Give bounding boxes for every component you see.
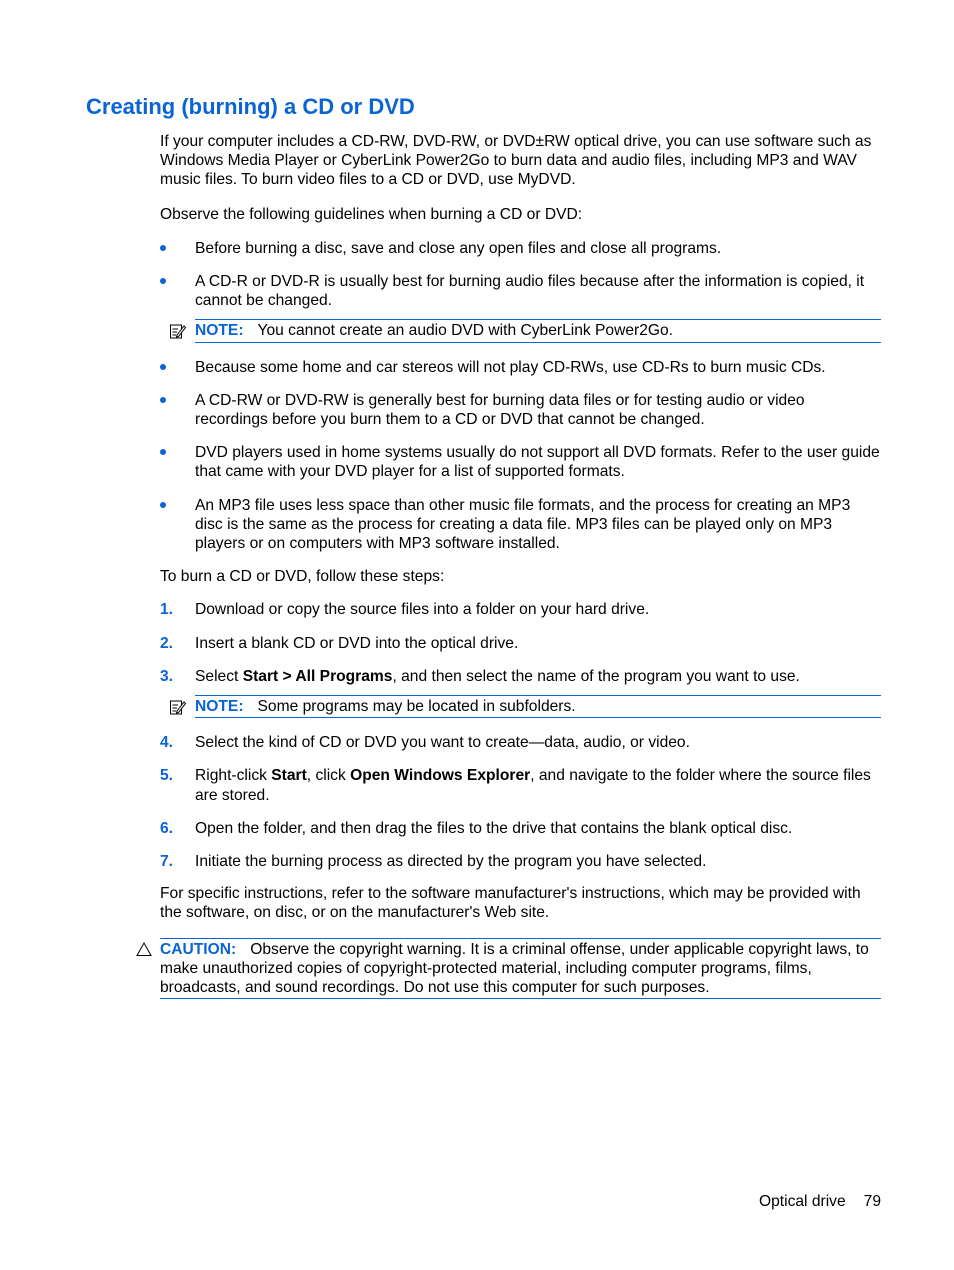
bullet-item [160, 272, 881, 310]
bullet-text: DVD players used in home systems usually do not support all DVD formats. Refer to the user guide that came with your DVD player for a list of supported formats. [195, 444, 880, 481]
final-paragraph: For specific instructions, refer to the software manufacturer's instructions, which may be provided with the software, on disc, or on the manufacturer's Web site. [160, 885, 861, 922]
step-number: 7. [160, 853, 174, 871]
step-item [160, 733, 881, 752]
step-number: 4. [160, 734, 174, 752]
step-number: 6. [160, 819, 174, 837]
bullet-item [160, 239, 881, 258]
bullet-text: Before burning a disc, save and close any open files and close all programs. [195, 239, 722, 257]
step-number: 3. [160, 667, 174, 685]
step-text-pre: Select [195, 667, 243, 685]
step-text-mid: , click [306, 767, 351, 785]
bullet-marker [160, 364, 166, 370]
step-text: Select the kind of CD or DVD you want to create—data, audio, or video. [195, 734, 690, 752]
step-text: Initiate the burning process as directed by the program you have selected. [195, 853, 707, 871]
step-text-pre: Right-click [195, 767, 272, 785]
step-item [160, 667, 881, 686]
step-text-post: , and navigate to the folder where the source files are stored. [195, 767, 871, 804]
note-text: You cannot create an audio DVD with CyberLink Power2Go. [257, 322, 674, 340]
bullet-marker [160, 397, 166, 403]
note-label: NOTE: [195, 698, 244, 716]
step-item [160, 852, 881, 871]
bullet-marker [160, 245, 166, 251]
step-text-bold: Start > All Programs [242, 667, 393, 685]
bullet-marker [160, 449, 166, 455]
steps-lead: To burn a CD or DVD, follow these steps: [160, 568, 445, 586]
bullet-text: An MP3 file uses less space than other music file formats, and the process for creating an MP3 disc is the same as the process for creating a data file. MP3 files can be played only on MP3 players or on computers with MP3 software installed. [195, 496, 851, 553]
caution-box [160, 938, 881, 1000]
step-item [160, 819, 881, 838]
content [160, 132, 881, 999]
page-title: Creating (burning) a CD or DVD [86, 94, 415, 119]
bullet-item [160, 391, 881, 429]
bullet-item [160, 496, 881, 554]
step-text-bold: Start [271, 767, 307, 785]
bullet-text: Because some home and car stereos will not play CD-RWs, use CD-Rs to burn music CDs. [195, 358, 826, 376]
step-text: Download or copy the source files into a folder on your hard drive. [195, 601, 650, 619]
footer-section: Optical drive [758, 1193, 846, 1210]
bullet-item [160, 358, 881, 377]
step-item [160, 634, 881, 653]
bullet-marker [160, 502, 166, 508]
page-number: 79 [863, 1193, 881, 1210]
step-number: 1. [160, 601, 174, 619]
step-item [160, 600, 881, 619]
bullet-text: A CD-RW or DVD-RW is generally best for burning data files or for testing audio or video recordings before you burn them to a CD or DVD that cannot be changed. [195, 391, 805, 429]
intro-paragraph: If your computer includes a CD-RW, DVD-RW, or DVD±RW optical drive, you can use software such as Windows Media Player or CyberLink Power2Go to burn data and audio files, including MP3 and WAV music files. To burn video files to a CD or DVD, use MyDVD. [160, 133, 872, 189]
note-label: NOTE: [195, 322, 244, 340]
note-pencil-icon [169, 698, 187, 716]
step-text-bold: Open Windows Explorer [350, 767, 531, 785]
page-footer [759, 1192, 881, 1212]
step-number: 2. [160, 634, 174, 652]
note-pencil-icon [169, 322, 187, 340]
bullet-marker [160, 278, 166, 284]
step-number: 5. [160, 767, 174, 785]
step-text: Insert a blank CD or DVD into the optical drive. [195, 634, 519, 652]
bullet-item [160, 443, 881, 481]
note-box [195, 319, 881, 342]
step-text: Open the folder, and then drag the files to the drive that contains the blank optical disc. [195, 819, 793, 837]
step-item [160, 766, 881, 804]
bullet-text: A CD-R or DVD-R is usually best for burning audio files because after the information is copied, it cannot be changed. [195, 273, 865, 310]
caution-text: Observe the copyright warning. It is a criminal offense, under applicable copyright laws, to make unauthorized copies of copyright-protected material, including computer programs, films, broadcasts, and sound recordings. Do not use this computer for such purposes. [160, 940, 869, 997]
note-text: Some programs may be located in subfolders. [257, 698, 576, 716]
guidelines-lead: Observe the following guidelines when burning a CD or DVD: [160, 205, 583, 223]
caution-triangle-icon [136, 941, 152, 957]
note-box [195, 695, 881, 718]
caution-label: CAUTION: [160, 940, 237, 958]
step-text-post: , and then select the name of the program you want to use. [392, 667, 800, 685]
